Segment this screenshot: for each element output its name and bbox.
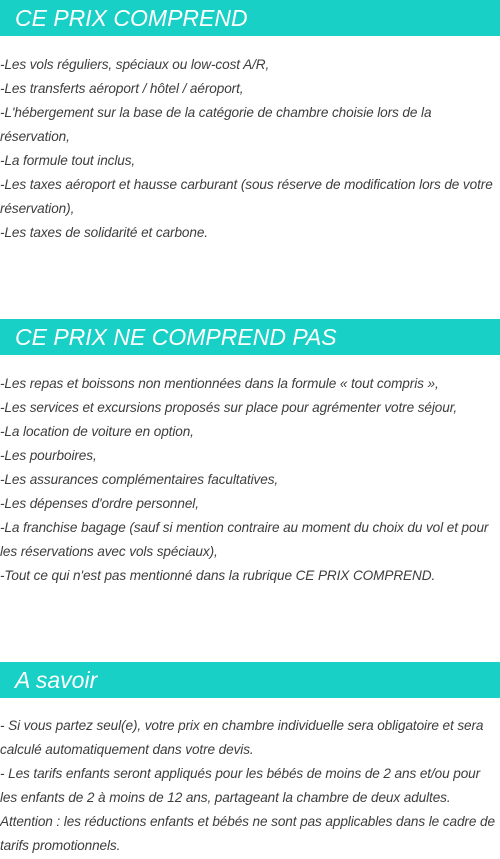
section-title-ce-prix-comprend: CE PRIX COMPREND — [0, 0, 500, 36]
list-item: -Tout ce qui n'est pas mentionné dans la rubrique CE PRIX COMPREND. — [0, 568, 436, 583]
section-title-a-savoir: A savoir — [0, 662, 500, 698]
list-item: - Si vous partez seul(e), votre prix en chambre individuelle sera obligatoire et sera calculé automatiquement dans votre devis. — [0, 718, 484, 757]
list-item: -Les taxes aéroport et hausse carburant (sous réserve de modification lors de votre réservation), — [0, 177, 493, 216]
list-item: -Les assurances complémentaires facultatives, — [0, 472, 279, 487]
list-item: - Les tarifs enfants seront appliqués pour les bébés de moins de 2 ans et/ou pour les enfants de 2 à moins de 12 ans, partageant la chambre de deux adultes. — [0, 766, 481, 805]
list-item: -Les taxes de solidarité et carbone. — [0, 225, 208, 240]
section-ce-prix-ne-comprend-pas — [0, 319, 500, 588]
list-item: -L'hébergement sur la base de la catégorie de chambre choisie lors de la réservation, — [0, 105, 432, 144]
list-item: -Les repas et boissons non mentionnées dans la formule « tout compris », — [0, 376, 439, 391]
list-item: -Les pourboires, — [0, 448, 97, 463]
list-item: -Les dépenses d'ordre personnel, — [0, 496, 199, 511]
list-item: -Les transferts aéroport / hôtel / aéroport, — [0, 81, 244, 96]
section-title-ce-prix-ne-comprend-pas: CE PRIX NE COMPREND PAS — [0, 319, 500, 355]
list-item: -La franchise bagage (sauf si mention contraire au moment du choix du vol et pour les réservations avec vols spéciaux), — [0, 520, 489, 559]
included-list — [0, 53, 500, 245]
list-item: -Les services et excursions proposés sur place pour agrémenter votre séjour, — [0, 400, 458, 415]
info-list — [0, 714, 500, 858]
list-item: -La formule tout inclus, — [0, 153, 136, 168]
list-item: -Les vols réguliers, spéciaux ou low-cost A/R, — [0, 57, 270, 72]
excluded-list — [0, 372, 500, 588]
list-item: Attention : les réductions enfants et bébés ne sont pas applicables dans le cadre de tarifs promotionnels. — [0, 814, 495, 853]
section-a-savoir — [0, 662, 500, 858]
section-ce-prix-comprend — [0, 0, 500, 245]
list-item: -La location de voiture en option, — [0, 424, 194, 439]
